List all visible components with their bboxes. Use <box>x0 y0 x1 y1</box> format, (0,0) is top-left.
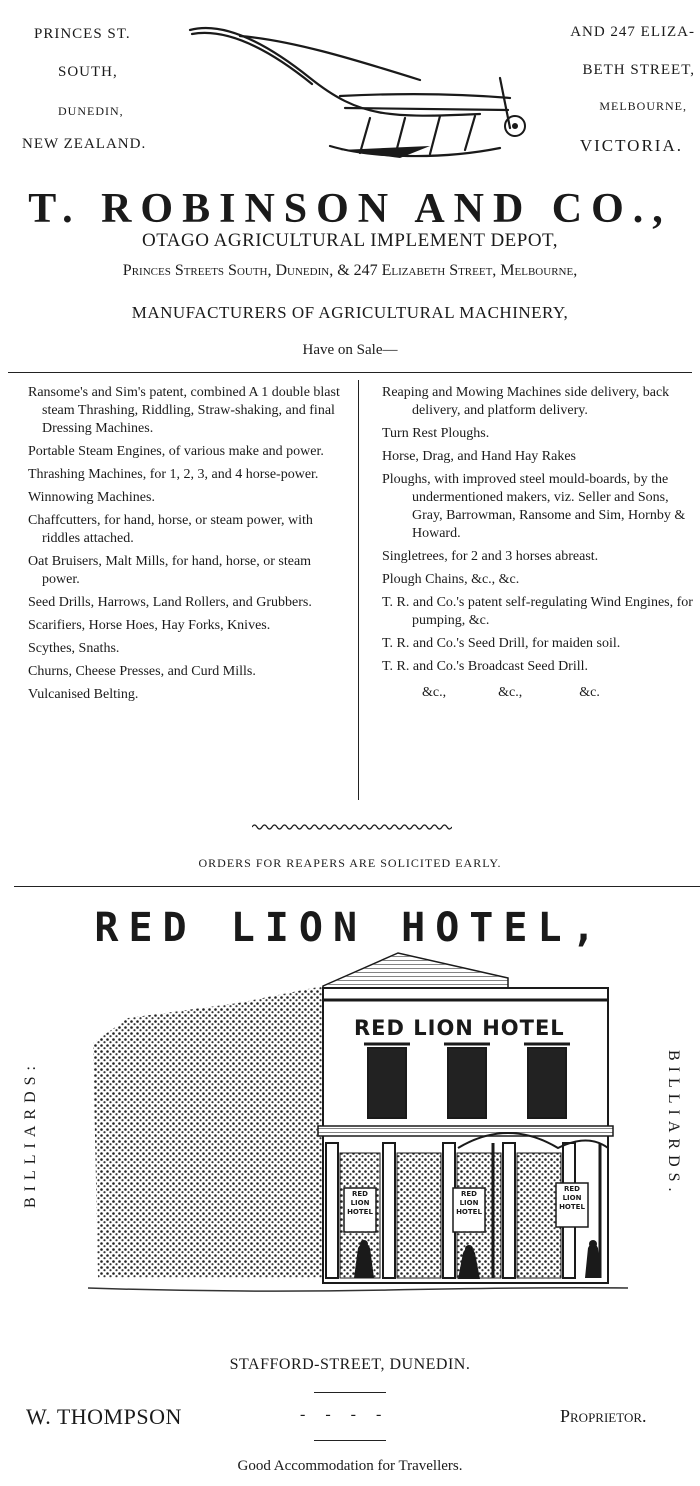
window-sign <box>453 1190 485 1217</box>
plough-illustration <box>180 18 530 168</box>
address-line: AND 247 ELIZA- <box>570 24 695 40</box>
address-line: VICTORIA. <box>579 136 683 155</box>
window-sign-line: RED <box>461 1190 477 1198</box>
billiards-left: BILLIARDS: <box>22 1060 39 1208</box>
window-sign-line: LION <box>459 1199 479 1207</box>
hotel-engraving <box>88 948 628 1338</box>
list-item: Scarifiers, Horse Hoes, Hay Forks, Knives. <box>28 618 271 633</box>
hotel-street: STAFFORD-STREET, DUNEDIN. <box>229 1356 471 1373</box>
window-sign-line: LION <box>350 1199 370 1207</box>
proprietor-name: W. THOMPSON <box>26 1404 182 1429</box>
list-item: Turn Rest Ploughs. <box>382 426 490 441</box>
list-item: Horse, Drag, and Hand Hay Rakes <box>382 449 576 464</box>
etc-text: &c., <box>498 685 523 700</box>
window-sign-line: RED <box>564 1185 580 1193</box>
etc-text: &c., <box>422 685 447 700</box>
list-item: Oat Bruisers, Malt Mills, for hand, horse, or steam power. <box>28 554 312 587</box>
list-item: Churns, Cheese Presses, and Curd Mills. <box>28 664 256 679</box>
company-title: T. ROBINSON AND CO., <box>28 186 672 232</box>
wavy-rule <box>252 822 452 832</box>
list-item: Vulcanised Belting. <box>28 687 139 702</box>
list-item: Reaping and Mowing Machines side delivery, back delivery, and platform delivery. <box>382 385 670 418</box>
list-item: Thrashing Machines, for 1, 2, 3, and 4 horse-power. <box>28 467 319 482</box>
billiards-right: BILLIARDS. <box>665 1050 682 1198</box>
orders-note: ORDERS FOR REAPERS ARE SOLICITED EARLY. <box>198 856 502 870</box>
list-item: T. R. and Co.'s patent self-regulating Wind Engines, for pumping, &c. <box>382 595 693 628</box>
list-item: Ploughs, with improved steel mould-boards, by the undermentioned makers, viz. Seller and Sons, Gray, Barrowman, Ransome and Sim, Hornby & Howard. <box>382 472 686 541</box>
list-item: Winnowing Machines. <box>28 490 155 505</box>
depot-subtitle: OTAGO AGRICULTURAL IMPLEMENT DEPOT, <box>141 230 559 251</box>
list-item: Chaffcutters, for hand, horse, or steam power, with riddles attached. <box>28 513 313 546</box>
manufacturers-line: MANUFACTURERS OF AGRICULTURAL MACHINERY, <box>131 303 569 322</box>
window-sign-line: HOTEL <box>347 1208 373 1216</box>
list-item: Seed Drills, Harrows, Land Rollers, and Grubbers. <box>28 595 312 610</box>
list-item: Plough Chains, &c., &c. <box>382 572 520 587</box>
hotel-sign: RED LION HOTEL <box>354 1016 565 1040</box>
address-line-full: Princes Streets South, Dunedin, & 247 Elizabeth Street, Melbourne, <box>122 262 578 279</box>
list-item: Scythes, Snaths. <box>28 641 120 656</box>
right-item-list <box>382 384 694 702</box>
etc-text: &c. <box>579 685 600 700</box>
section-divider <box>14 886 700 887</box>
short-rule <box>314 1392 386 1393</box>
hotel-title: RED LION HOTEL, <box>94 905 606 951</box>
left-item-list <box>28 384 350 709</box>
address-line: BETH STREET, <box>582 62 695 78</box>
column-divider <box>358 380 359 800</box>
short-rule <box>314 1440 386 1441</box>
dash-leader: - - - - <box>300 1406 382 1423</box>
window-sign <box>556 1185 588 1212</box>
have-on-sale: Have on Sale— <box>302 342 398 358</box>
list-item: Ransome's and Sim's patent, combined A 1 double blast steam Thrashing, Riddling, Straw-shaking, and final Dressing Machines. <box>28 385 340 436</box>
etc-line <box>382 684 694 702</box>
list-item: Singletrees, for 2 and 3 horses abreast. <box>382 549 599 564</box>
list-item: T. R. and Co.'s Broadcast Seed Drill. <box>382 659 589 674</box>
window-sign-line: RED <box>352 1190 368 1198</box>
window-sign-line: HOTEL <box>456 1208 482 1216</box>
window-sign-line: LION <box>562 1194 582 1202</box>
window-sign <box>344 1190 376 1217</box>
top-rule <box>8 372 692 373</box>
window-sign-line: HOTEL <box>559 1203 585 1211</box>
list-item: Portable Steam Engines, of various make and power. <box>28 444 324 459</box>
address-line: MELBOURNE, <box>599 99 687 113</box>
proprietor-label: Proprietor. <box>560 1406 647 1426</box>
list-item: T. R. and Co.'s Seed Drill, for maiden soil. <box>382 636 621 651</box>
footer-line: Good Accommodation for Travellers. <box>237 1458 463 1474</box>
